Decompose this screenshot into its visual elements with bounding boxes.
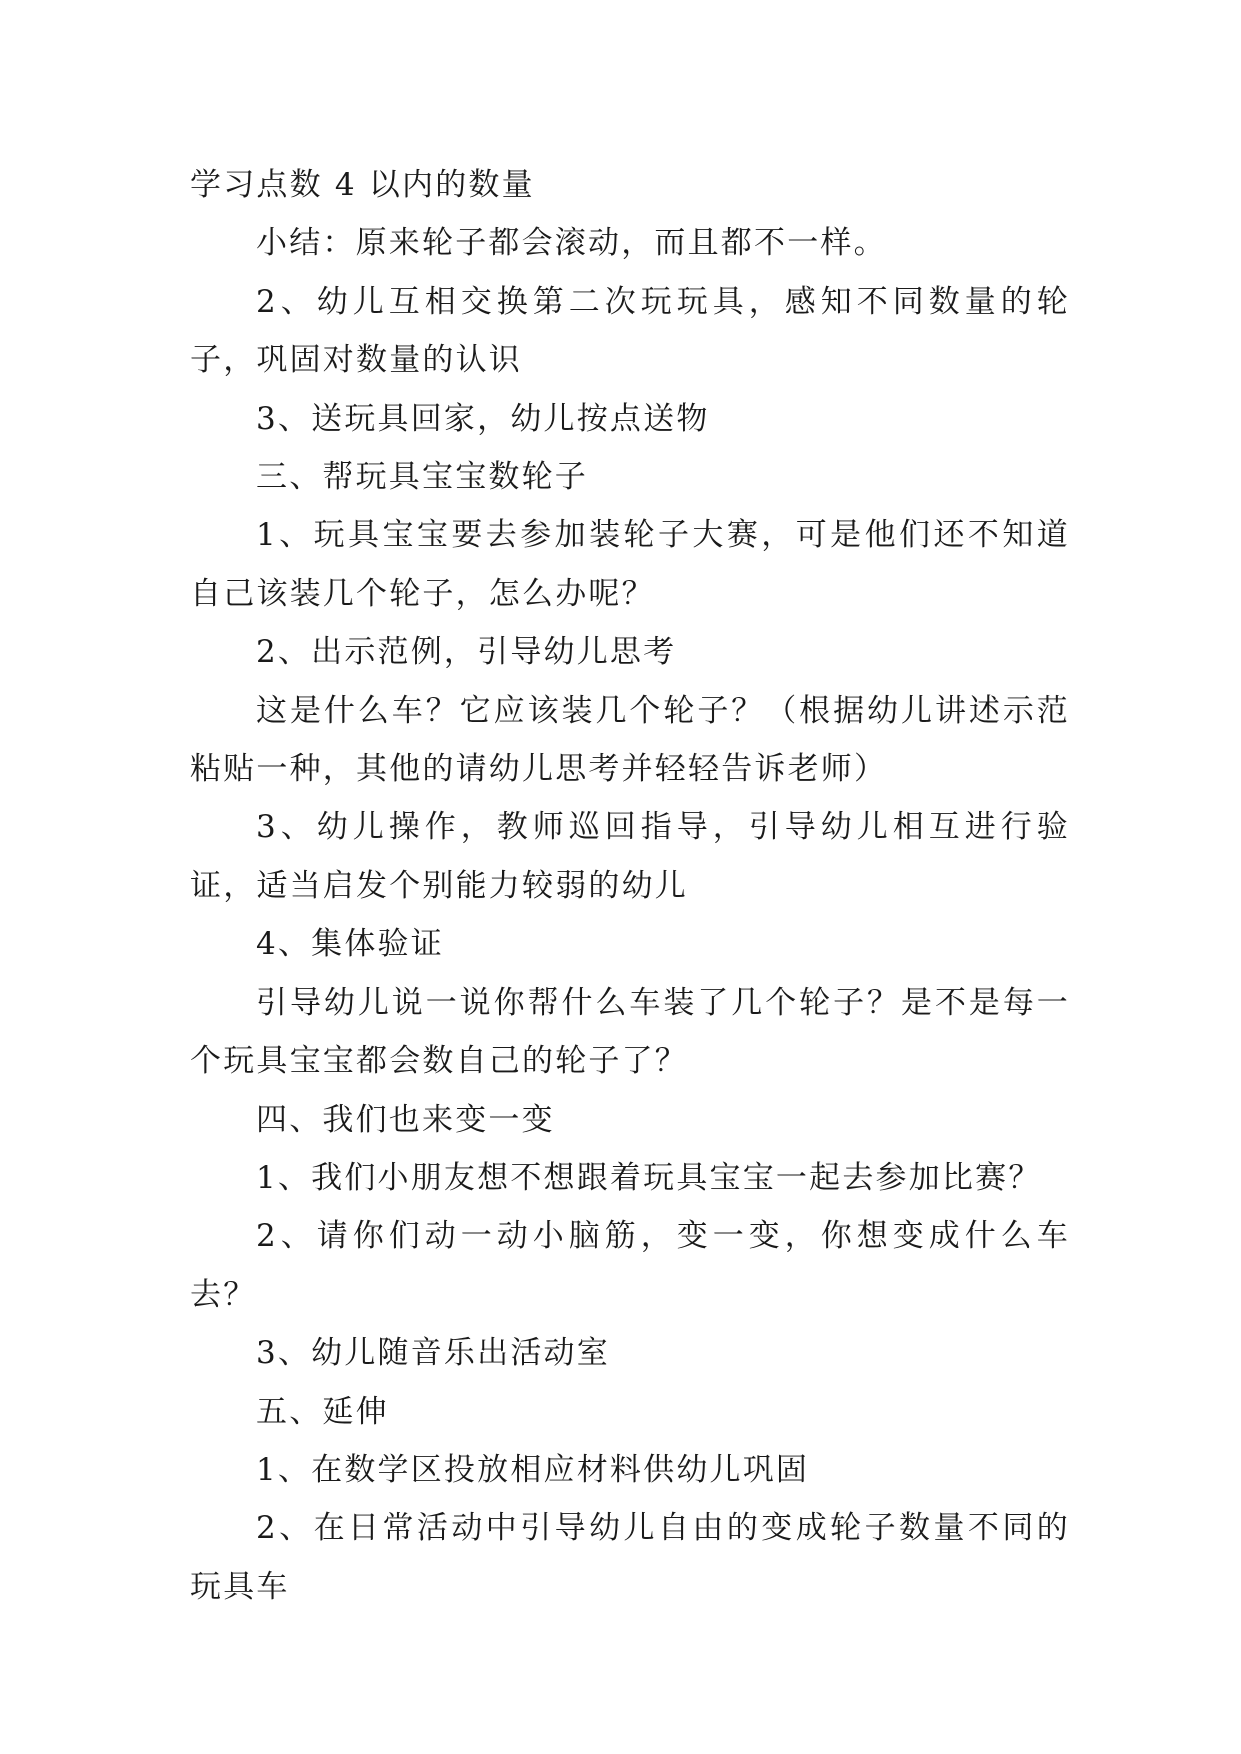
paragraph-8: 这是什么车？它应该装几个轮子？（根据幼儿讲述示范粘贴一种，其他的请幼儿思考并轻轻告诉老师） [190, 692, 1070, 788]
paragraph-4: 3、送玩具回家，幼儿按点送物 [256, 400, 710, 437]
paragraph-3: 2、幼儿互相交换第二次玩玩具，感知不同数量的轮子，巩固对数量的认识 [190, 283, 1070, 379]
paragraph-10: 4、集体验证 [256, 926, 444, 963]
paragraph-13: 1、我们小朋友想不想跟着玩具宝宝一起去参加比赛？ [256, 1159, 1042, 1196]
paragraph-9: 3、幼儿操作，教师巡回指导，引导幼儿相互进行验证，适当启发个别能力较弱的幼儿 [190, 809, 1070, 904]
paragraph-1: 学习点数 4 以内的数量 [190, 167, 535, 203]
paragraph-15: 3、幼儿随音乐出活动室 [256, 1335, 610, 1372]
section-heading-4: 四、我们也来变一变 [256, 1101, 555, 1138]
section-heading-5: 五、延伸 [256, 1393, 389, 1430]
section-heading-3: 三、帮玩具宝宝数轮子 [256, 459, 588, 496]
paragraph-7: 2、出示范例，引导幼儿思考 [256, 634, 677, 671]
document-body [190, 156, 1070, 1616]
paragraph-6: 1、玩具宝宝要去参加装轮子大赛，可是他们还不知道自己该装几个轮子，怎么办呢？ [190, 517, 1070, 612]
paragraph-17: 1、在数学区投放相应材料供幼儿巩固 [256, 1451, 810, 1488]
paragraph-2: 小结：原来轮子都会滚动，而且都不一样。 [256, 225, 887, 262]
paragraph-18: 2、在日常活动中引导幼儿自由的变成轮子数量不同的玩具车 [190, 1510, 1070, 1605]
paragraph-11: 引导幼儿说一说你帮什么车装了几个轮子？是不是每一个玩具宝宝都会数自己的轮子了？ [190, 984, 1070, 1080]
paragraph-14: 2、请你们动一动小脑筋，变一变，你想变成什么车去？ [190, 1218, 1070, 1313]
